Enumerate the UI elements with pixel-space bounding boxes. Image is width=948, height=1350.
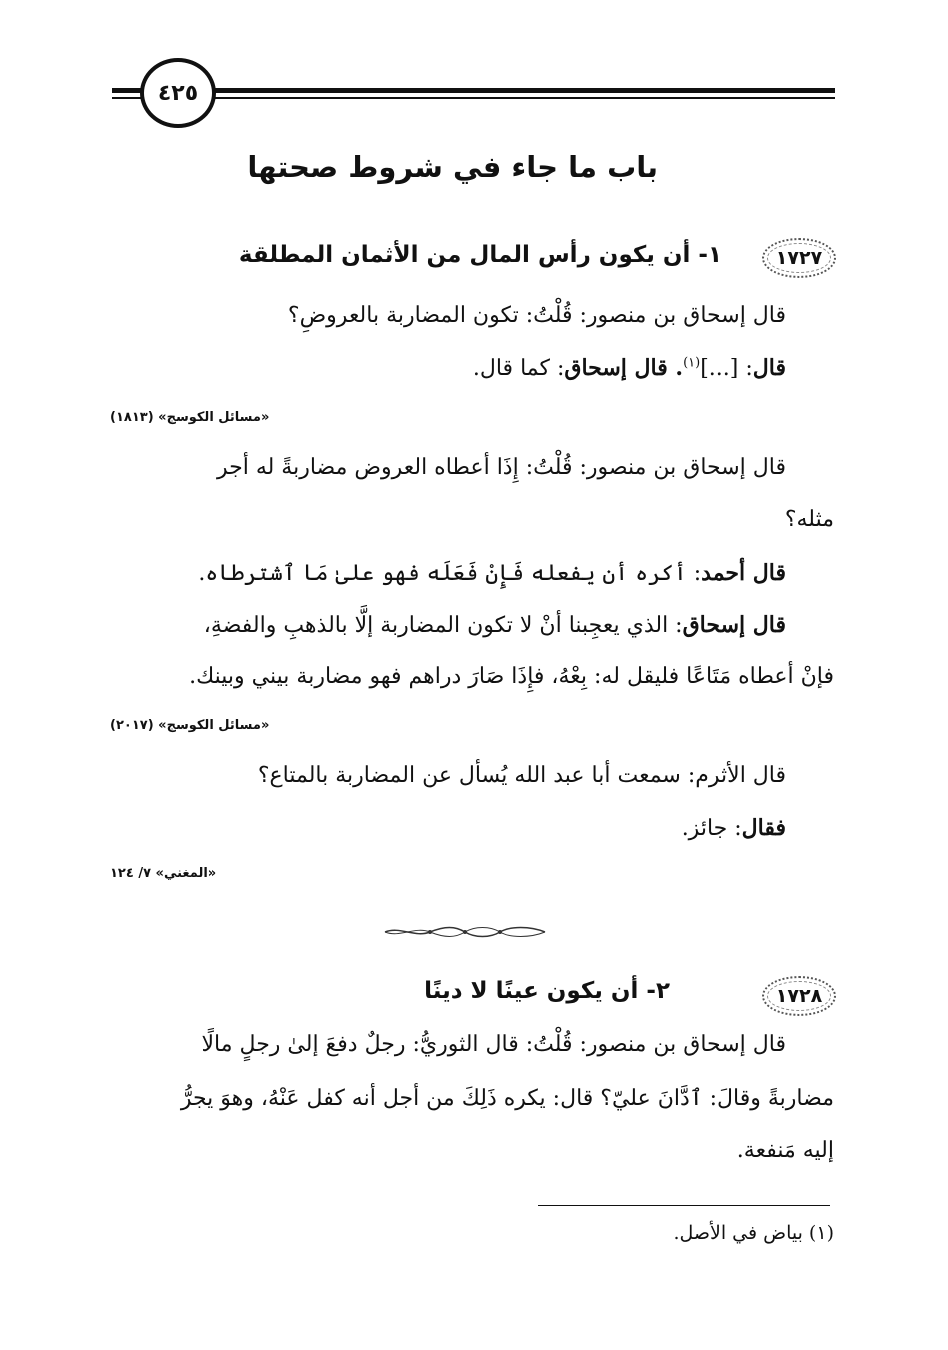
entry-number-badge: [762, 976, 836, 1016]
speaker-label: فقال: [741, 815, 786, 841]
section-heading: ١- أن يكون رأس المال من الأثمان المطلقة: [238, 242, 722, 268]
text-run: : أكره أن يفعله فَإِنْ فَعَلَه فهو علىٰ مَا ٱشترطاه.: [198, 561, 702, 586]
text-line: [110, 612, 834, 638]
text-line: مضاربةً وقالَ: ٱدَّانَ عليّ؟ قال: يكره ذَلِكَ من أجل أنه كفل عَنْهُ، وهوَ يجرُّ: [180, 1086, 834, 1111]
ornament-icon: [380, 926, 550, 938]
chapter-title: باب ما جاء في شروط صحتها: [247, 150, 658, 184]
text-run: : كما قال.: [472, 356, 565, 381]
footnote-ref: (١): [683, 355, 701, 371]
text-line: إليه مَنفعة.: [736, 1138, 834, 1163]
text-run: : جائز.: [681, 816, 742, 841]
entry-number: ١٧٢٧: [775, 247, 823, 269]
entry-number-badge: [762, 238, 836, 278]
speaker-label: قال إسحاق: [682, 612, 786, 638]
text-line: قال إسحاق بن منصور: قُلْتُ: إِذَا أعطاه العروض مضاربةً له أجر: [216, 455, 786, 480]
source-citation: «مسائل الكوسج» (٢٠١٧): [110, 718, 270, 733]
text-run: : الذي يعجِبنا أنْ لا تكون المضاربة إلَّا بالذهبِ والفضةِ،: [203, 613, 683, 638]
footnote-rule: [538, 1205, 830, 1206]
source-citation: «المغني» ٧/ ١٢٤: [110, 866, 217, 881]
speaker-label: قال: [752, 355, 786, 381]
header-rule: [112, 88, 142, 93]
text-line: قال الأثرم: سمعت أبا عبد الله يُسأل عن المضاربة بالمتاع؟: [257, 763, 786, 788]
text-line: قال إسحاق بن منصور: قُلْتُ: تكون المضاربة بالعروضِ؟: [287, 303, 786, 328]
page-number: ٤٢٥: [140, 58, 216, 128]
text-run: : [...]: [700, 356, 753, 381]
entry-number: ١٧٢٨: [775, 985, 823, 1007]
text-line: قال إسحاق بن منصور: قُلْتُ: قال الثوريُّ: رجلٌ دفعَ إلىٰ رجلٍ مالًا: [201, 1032, 786, 1057]
footnote: (١) بياض في الأصل.: [673, 1222, 834, 1244]
section-heading: ٢- أن يكون عينًا لا دينًا: [424, 978, 670, 1004]
text-line: فإنْ أعطاه مَتَاعًا فليقل له: بِعْهُ، فإِذَا صَارَ دراهم فهو مضاربة بيني وبينك.: [189, 664, 834, 689]
text-line: [110, 560, 834, 586]
speaker-label: . قال إسحاق: [564, 355, 684, 381]
header-rule: [112, 97, 142, 99]
header-rule: [210, 97, 835, 99]
text-line: [110, 815, 834, 841]
header-rule: [210, 88, 835, 93]
text-line: مثله؟: [784, 507, 834, 532]
text-line: [110, 355, 834, 381]
section-divider-ornament: [380, 926, 550, 938]
speaker-label: قال أحمد: [701, 560, 786, 586]
source-citation: «مسائل الكوسج» (١٨١٣): [110, 410, 270, 425]
